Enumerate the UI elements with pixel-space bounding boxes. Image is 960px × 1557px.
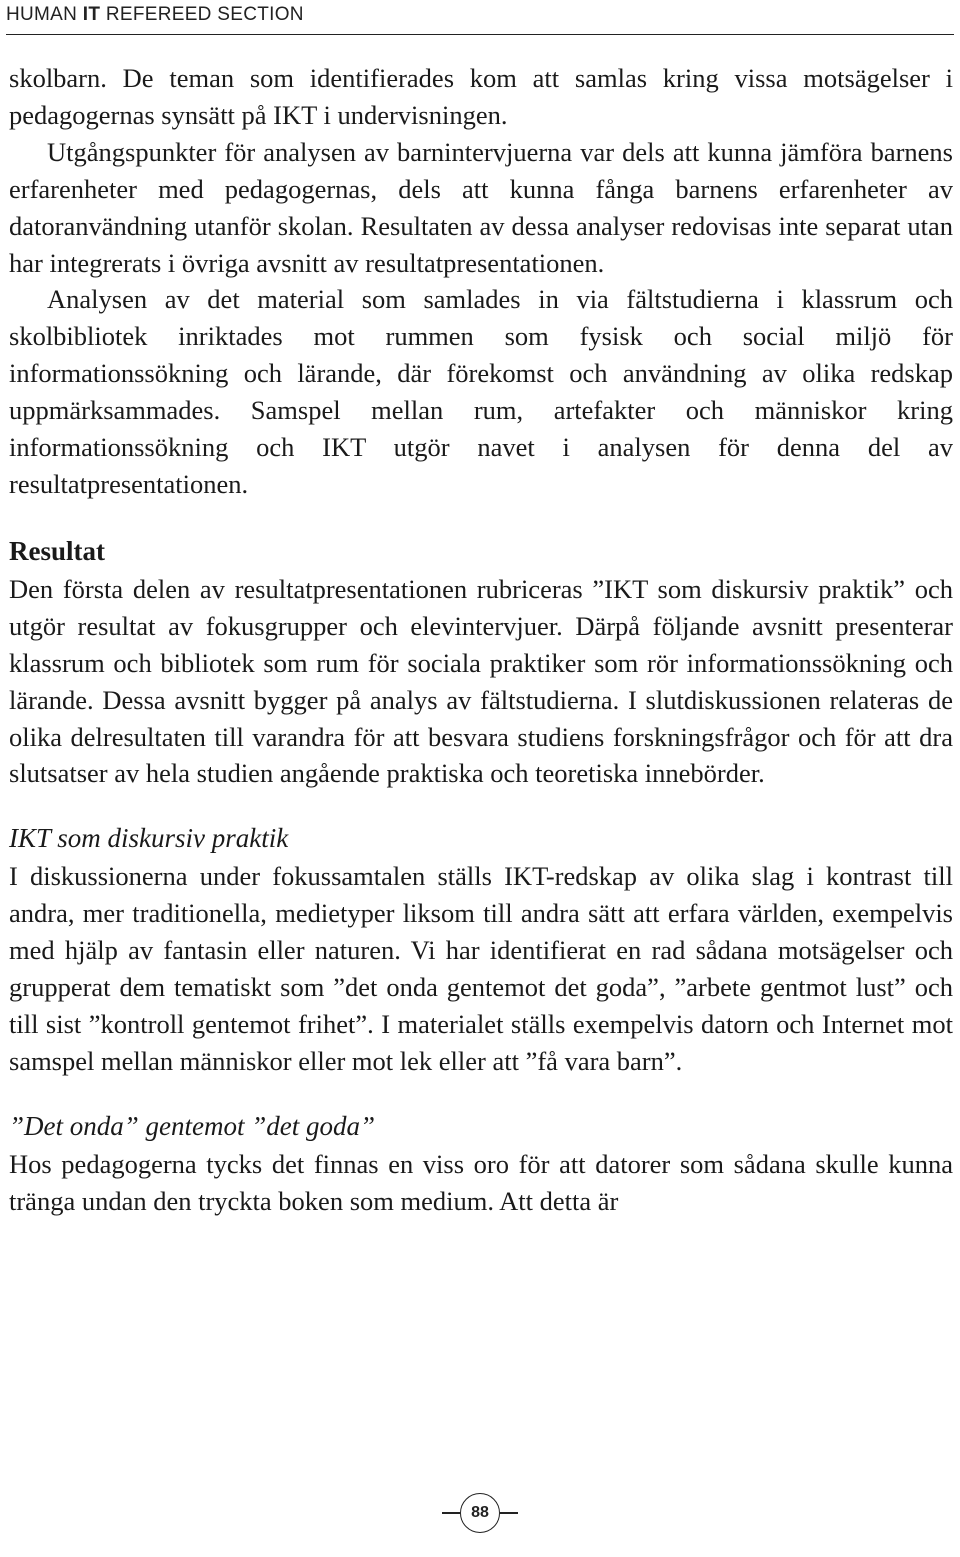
header-suffix: REFEREED SECTION (100, 4, 304, 25)
page-number (440, 1490, 520, 1536)
article-body (9, 60, 953, 1220)
page-number-text: 88 (471, 1504, 489, 1521)
paragraph-resultat: Den första delen av resultatpresentationen rubriceras ”IKT som diskursiv praktik” och utgör resultat av fokusgrupper och elevintervjuer. Därpå följande avsnitt presenterar klassrum och bibliotek som rum för sociala praktiker som rör informationssökning och lärande. Dessa avsnitt bygger på analys av fältstudierna. I slutdiskussionen relateras de olika delresultaten till varandra för att besvara studiens forskningsfrågor och för att dra slutsatser av hela studien angående praktiska och teoretiska innebörder. (9, 573, 953, 789)
section-heading-onda: ”Det onda” gentemot ”det goda” (9, 1110, 376, 1141)
page-number-circle (460, 1493, 500, 1533)
header-it: IT (82, 4, 101, 25)
paragraph-1: skolbarn. De teman som identifierades kom att samlas kring vissa motsägelser i pedagogernas synsätt på IKT i undervisningen. (9, 63, 953, 130)
section-heading-resultat: Resultat (9, 535, 105, 566)
running-header (6, 0, 954, 35)
paragraph-ikt: I diskussionerna under fokussamtalen ställs IKT-redskap av olika slag i kontrast till andra, mer traditionella, medietyper liksom till andra sätt att erfara världen, exempelvis med hjälp av fantasin eller naturen. Vi har identifierat en rad sådana motsägelser och grupperat dem tematiskt som ”det onda gentemot det goda”, ”arbete gentmot lust” och till sist ”kontroll gentemot frihet”. I materialet ställs exempelvis datorn och Internet mot samspel mellan människor eller mot lek eller att ”få vara barn”. (9, 861, 953, 1076)
page-number-rule-left (442, 1512, 460, 1514)
paragraph-onda: Hos pedagogerna tycks det finnas en viss oro för att datorer som sådana skulle kunna tränga undan den tryckta boken som medium. Att detta är (9, 1148, 953, 1216)
page-number-rule-right (500, 1512, 518, 1514)
paragraph-2: Utgångspunkter för analysen av barnintervjuerna var dels att kunna jämföra barnens erfarenheter med pedagogernas, dels att kunna fånga barnens erfarenheter av datoranvändning utanför skolan. Resultaten av dessa analyser redovisas inte separat utan har integrerats i övriga avsnitt av resultatpresentationen. (9, 136, 953, 278)
section-heading-ikt: IKT som diskursiv praktik (9, 823, 289, 854)
header-prefix: HUMAN (6, 4, 83, 25)
paragraph-3: Analysen av det material som samlades in via fältstudierna i klassrum och skolbibliotek inriktades mot rummen som fysisk och social miljö för informationssökning och lärande, där förekomst och användning av olika redskap uppmärksammades. Samspel mellan rum, artefakter och människor kring informationssökning och IKT utgör navet i analysen för denna del av resultatpresentationen. (9, 284, 953, 499)
